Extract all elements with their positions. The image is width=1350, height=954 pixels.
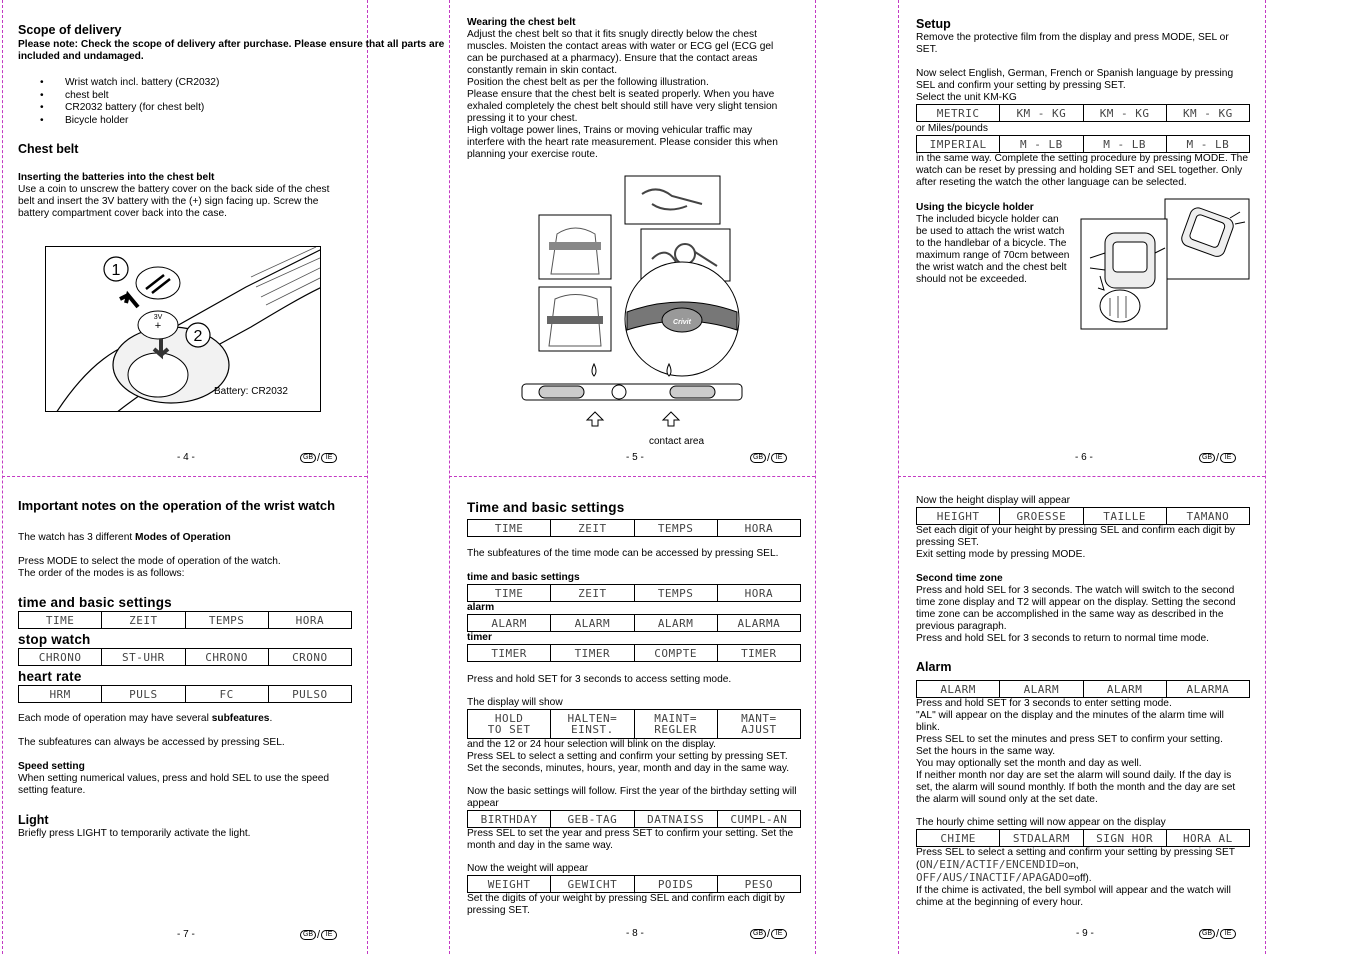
lcd-cell: IMPERIAL <box>917 136 1000 153</box>
paragraph: Set each digit of your height by pressing SEL and confirm each digit by pressing SET. Exit setting mode by pressing MODE. <box>916 525 1236 560</box>
lcd-cell: KM - KG <box>1166 105 1249 122</box>
page-title: Scope of delivery <box>18 23 122 37</box>
paragraph: The included bicycle holder can be used to attach the wrist watch to the handlebar of a bicycle. The maximum range of 70cm between the wrist watch and the chest belt should not be exceeded. <box>916 214 1070 285</box>
flag-separator: / <box>1216 452 1220 464</box>
text-run: If the chime is activated, the bell symbol will appear and the watch will chime at the beginning of every hour. <box>916 885 1231 908</box>
text-run: Each mode of operation may have several <box>18 713 212 724</box>
lcd-row-alarm <box>467 614 801 632</box>
lcd-cell: TEMPS <box>185 612 268 629</box>
lcd-cell: M - LB <box>1000 136 1083 153</box>
page-number: - 8 - <box>626 928 644 939</box>
paragraph <box>916 847 1250 909</box>
paragraph: or Miles/pounds <box>916 123 988 134</box>
page-4 <box>18 18 448 488</box>
lcd-row-alarm <box>916 680 1250 698</box>
page-border-left <box>2 0 3 954</box>
flag-separator: / <box>1216 928 1220 940</box>
text-run: ( <box>916 860 920 871</box>
lcd-line: HALTEN= <box>567 712 618 725</box>
country-flag-badge <box>300 929 337 941</box>
lcd-line: AJUST <box>741 723 777 736</box>
page-number: - 9 - <box>1076 928 1094 939</box>
lcd-cell: ZEIT <box>551 585 634 602</box>
lcd-cell: PULS <box>102 686 185 703</box>
list-item: • Wrist watch incl. battery (CR2032) <box>40 77 340 90</box>
lcd-cell: COMPTE <box>634 645 717 662</box>
lcd-cell: ALARM <box>1083 681 1166 698</box>
bicycle-holder-illustration <box>1080 198 1250 330</box>
paragraph: Select the unit KM-KG <box>916 92 1017 103</box>
subsection-title: Using the bicycle holder <box>916 202 1034 213</box>
country-flag-badge <box>1199 928 1236 940</box>
flag-ie: IE <box>1220 453 1236 463</box>
lcd-cell <box>717 710 800 739</box>
lcd-cell: TAMANO <box>1166 508 1249 525</box>
lcd-cell: TEMPS <box>634 585 717 602</box>
lcd-line: MAINT= <box>654 712 697 725</box>
chest-belt-illustration <box>467 174 767 449</box>
list-item: • chest belt <box>40 90 340 103</box>
lcd-cell <box>468 710 551 739</box>
country-flag-badge <box>1199 452 1236 464</box>
paragraph: Press and hold SET for 3 seconds to access setting mode. <box>467 674 732 685</box>
paragraph: When setting numerical values, press and hold SEL to use the speed setting feature. <box>18 773 330 796</box>
row-label: timer <box>467 632 492 643</box>
text-run-bold: Modes of Operation <box>135 532 231 543</box>
lcd-cell: DATNAISS <box>634 811 717 828</box>
lcd-cell: HORA <box>268 612 351 629</box>
lcd-cell: POIDS <box>634 876 717 893</box>
page-number: - 6 - <box>1075 452 1093 463</box>
lcd-cell: ST-UHR <box>102 649 185 666</box>
lcd-cell: SIGN HOR <box>1083 830 1166 847</box>
lcd-cell: CHRONO <box>19 649 102 666</box>
battery-caption: Battery: CR2032 <box>214 386 288 397</box>
step-2-label: 2 <box>193 328 203 345</box>
flag-separator: / <box>317 452 321 464</box>
lcd-cell: HRM <box>19 686 102 703</box>
lcd-line: MANT= <box>741 712 777 725</box>
lcd-cell: GEWICHT <box>551 876 634 893</box>
paragraph: and the 12 or 24 hour selection will blink on the display. Press SEL to select a setting and confirm your setting by pressing SET. Set the seconds, minutes, hours, year, month and day in the same way. <box>467 739 790 774</box>
flag-gb: GB <box>1199 929 1215 939</box>
lcd-row-time <box>467 584 801 602</box>
page-border <box>449 0 450 954</box>
lcd-row-chrono <box>18 648 352 666</box>
text-run-bold: subfeatures <box>211 713 270 724</box>
paragraph: Set the digits of your weight by pressing SEL and confirm each digit by pressing SET. <box>467 893 785 916</box>
page-title: Setup <box>916 17 951 31</box>
flag-ie: IE <box>771 929 787 939</box>
lcd-cell: ALARMA <box>717 615 800 632</box>
lcd-cell: ALARM <box>551 615 634 632</box>
paragraph: Press and hold SEL for 3 seconds. The watch will switch to the second time zone display and T2 will appear on the display. Setting the second time zone can be accomplished in the same way as described in the previous paragraph. Press and hold SEL for 3 seconds to return to normal time mode. <box>916 585 1236 644</box>
lcd-cell: PESO <box>717 876 800 893</box>
lcd-cell: ZEIT <box>102 612 185 629</box>
lcd-row-metric <box>916 104 1250 122</box>
lcd-cell: M - LB <box>1166 136 1249 153</box>
country-flag-badge <box>750 452 787 464</box>
flag-separator: / <box>317 929 321 941</box>
step-1-label: 1 <box>111 262 121 279</box>
list-item: • Bicycle holder <box>40 115 340 128</box>
lcd-row-time <box>467 519 801 537</box>
text-run: Press SEL to select a setting and confirm your setting by pressing SET <box>916 847 1235 858</box>
lcd-cell: ALARM <box>634 615 717 632</box>
lcd-cell: GROESSE <box>1000 508 1083 525</box>
paragraph: Briefly press LIGHT to temporarily activate the light. <box>18 828 251 839</box>
text-run: =off). <box>1068 873 1092 884</box>
mode-title: time and basic settings <box>18 595 172 610</box>
country-flag-badge <box>300 452 337 464</box>
lcd-cell <box>551 710 634 739</box>
lcd-cell: METRIC <box>917 105 1000 122</box>
page-title: Time and basic settings <box>467 500 625 515</box>
paragraph: Press SEL to set the year and press SET to confirm your setting. Set the month and day in the same way. <box>467 828 794 851</box>
lcd-row-birthday <box>467 810 801 828</box>
lcd-cell: KM - KG <box>1083 105 1166 122</box>
lcd-row-heart-rate <box>18 685 352 703</box>
page-number: - 4 - <box>177 452 195 463</box>
mode-title: stop watch <box>18 632 91 647</box>
lcd-cell: TEMPS <box>634 520 717 537</box>
mode-title: heart rate <box>18 669 82 684</box>
lcd-cell: CUMPL-AN <box>717 811 800 828</box>
lcd-cell: HEIGHT <box>917 508 1000 525</box>
belt-logo: Crivit <box>673 319 691 326</box>
lcd-cell: KM - KG <box>1000 105 1083 122</box>
lcd-row-height <box>916 507 1250 525</box>
battery-illustration <box>45 246 321 412</box>
paragraph <box>18 532 448 544</box>
paragraph: Now select English, German, French or Spanish language by pressing SEL and confirm your setting by pressing SET. <box>916 68 1234 91</box>
chime-off-values: OFF/AUS/INACTIF/APAGADO <box>916 871 1069 884</box>
lcd-cell: ALARMA <box>1166 681 1249 698</box>
lcd-cell: TIME <box>19 612 102 629</box>
lcd-cell: GEB-TAG <box>551 811 634 828</box>
lcd-line: EINST. <box>571 723 614 736</box>
paragraph: Use a coin to unscrew the battery cover on the back side of the chest belt and insert the 3V battery with the (+) sign facing up. Screw the battery compartment cover back into the case. <box>18 184 330 219</box>
paragraph: The hourly chime setting will now appear on the display <box>916 817 1166 828</box>
subsection-title: Inserting the batteries into the chest belt <box>18 172 215 183</box>
paragraph: Adjust the chest belt so that it fits snugly directly below the chest muscles. Moisten the contact areas with water or ECG gel (ECG gel can be purchased at a pharmacy). Ensure that the contact areas constantly remain in skin contact. Position the chest belt as per the following illustration. Please ensure that the chest belt is seated properly. When you have exhaled completely the chest belt should still have very slight tension pressing it to your chest. High voltage power lines, Trains or moving vehicular traffic may interfere with the heart rate measurement. Please consider this when planning your exercise route. <box>467 29 778 160</box>
paragraph: The subfeatures can always be accessed by pressing SEL. <box>18 737 285 748</box>
lcd-cell: WEIGHT <box>468 876 551 893</box>
lcd-cell: ALARM <box>468 615 551 632</box>
lcd-cell: TIMER <box>551 645 634 662</box>
page-7 <box>18 496 448 954</box>
chest-belt-battery-drawing <box>46 247 321 412</box>
flag-gb: GB <box>300 930 316 940</box>
flag-ie: IE <box>321 930 337 940</box>
page-9 <box>916 492 1346 954</box>
paragraph: Now the height display will appear <box>916 495 1071 506</box>
country-flag-badge <box>750 928 787 940</box>
lcd-cell: M - LB <box>1083 136 1166 153</box>
lcd-cell: ALARM <box>917 681 1000 698</box>
page-number: - 7 - <box>177 929 195 940</box>
lcd-row-weight <box>467 875 801 893</box>
chime-on-values: ON/EIN/ACTIF/ENCENDID <box>919 858 1059 871</box>
flag-ie: IE <box>1220 929 1236 939</box>
page-8 <box>467 498 897 954</box>
lcd-cell: TIMER <box>468 645 551 662</box>
text-run: =on, <box>1058 860 1079 871</box>
lcd-cell: CHRONO <box>185 649 268 666</box>
lcd-cell: FC <box>185 686 268 703</box>
lcd-line: TO SET <box>487 723 531 736</box>
text-run: The watch has 3 different <box>18 532 136 543</box>
battery-3v-label: 3V <box>153 314 163 321</box>
lcd-cell: ZEIT <box>551 520 634 537</box>
page-title: Important notes on the operation of the wrist watch <box>18 498 336 513</box>
page-border <box>898 0 899 954</box>
subsection-title: Second time zone <box>916 573 1003 584</box>
row-label: time and basic settings <box>467 572 580 583</box>
paragraph: The subfeatures of the time mode can be accessed by pressing SEL. <box>467 548 779 559</box>
lcd-line: HOLD <box>494 712 524 725</box>
lcd-cell: TIMER <box>717 645 800 662</box>
wearing-belt-drawing <box>467 174 767 449</box>
lcd-cell: HORA AL <box>1166 830 1249 847</box>
lcd-cell: TIME <box>468 585 551 602</box>
lcd-cell: TAILLE <box>1083 508 1166 525</box>
lcd-cell: HORA <box>717 585 800 602</box>
scope-list <box>40 77 340 127</box>
flag-gb: GB <box>750 453 766 463</box>
paragraph: Press and hold SET for 3 seconds to enter setting mode. "AL" will appear on the display and the minutes of the alarm time will blink. Press SEL to set the minutes and press SET to confirm your setting. Set the hours in the same way. You may optionally set the month and day as well. If neither month nor day are set the alarm will sound daily. If the day is set, the alarm will sound monthly. If both the month and the day are set the alarm will sound only at the set date. <box>916 698 1236 805</box>
contact-area-caption: contact area <box>649 436 705 447</box>
page-5 <box>467 14 897 484</box>
lcd-cell: ALARM <box>1000 681 1083 698</box>
battery-plus-label: + <box>154 320 162 332</box>
scope-note: Please note: Check the scope of delivery after purchase. Please ensure that all parts are included and undamaged. <box>18 39 445 62</box>
lcd-cell: PULSO <box>268 686 351 703</box>
page-number: - 5 - <box>626 452 644 463</box>
row-label: alarm <box>467 602 495 613</box>
lcd-row-time <box>18 611 352 629</box>
text-run: . <box>269 713 273 724</box>
page-6 <box>916 16 1346 486</box>
flag-gb: GB <box>300 453 316 463</box>
lcd-row-timer <box>467 644 801 662</box>
section-title: Chest belt <box>18 142 79 156</box>
lcd-row-imperial <box>916 135 1250 153</box>
paragraph: Now the basic settings will follow. First the year of the birthday setting will appear <box>467 786 797 809</box>
lcd-cell: BIRTHDAY <box>468 811 551 828</box>
lcd-cell: TIME <box>468 520 551 537</box>
lcd-row-chime <box>916 829 1250 847</box>
flag-separator: / <box>767 452 771 464</box>
paragraph: Remove the protective film from the display and press MODE, SEL or SET. <box>916 32 1229 55</box>
paragraph: Press MODE to select the mode of operation of the watch. The order of the modes is as follows: <box>18 556 281 579</box>
subsection-title: Speed setting <box>18 761 85 772</box>
lcd-cell <box>634 710 717 739</box>
lcd-line: REGLER <box>654 723 697 736</box>
lcd-cell: CHIME <box>917 830 1000 847</box>
flag-separator: / <box>767 928 771 940</box>
section-title: Alarm <box>916 660 952 674</box>
section-title: Light <box>18 813 49 827</box>
paragraph: in the same way. Complete the setting procedure by pressing MODE. The watch can be reset by pressing and holding SET and SEL together. Only after reseting the watch the other language can be selected. <box>916 153 1249 188</box>
paragraph <box>18 713 448 725</box>
flag-ie: IE <box>771 453 787 463</box>
lcd-cell: CRONO <box>268 649 351 666</box>
lcd-cell: STDALARM <box>1000 830 1083 847</box>
flag-gb: GB <box>750 929 766 939</box>
page-title: Wearing the chest belt <box>467 17 576 28</box>
flag-ie: IE <box>321 453 337 463</box>
paragraph: Now the weight will appear <box>467 863 589 874</box>
bicycle-holder-drawing <box>1080 198 1250 330</box>
lcd-cell: HORA <box>717 520 800 537</box>
lcd-row-hold-to-set <box>467 709 801 739</box>
paragraph: The display will show <box>467 697 563 708</box>
flag-gb: GB <box>1199 453 1215 463</box>
list-item: • CR2032 battery (for chest belt) <box>40 102 340 115</box>
